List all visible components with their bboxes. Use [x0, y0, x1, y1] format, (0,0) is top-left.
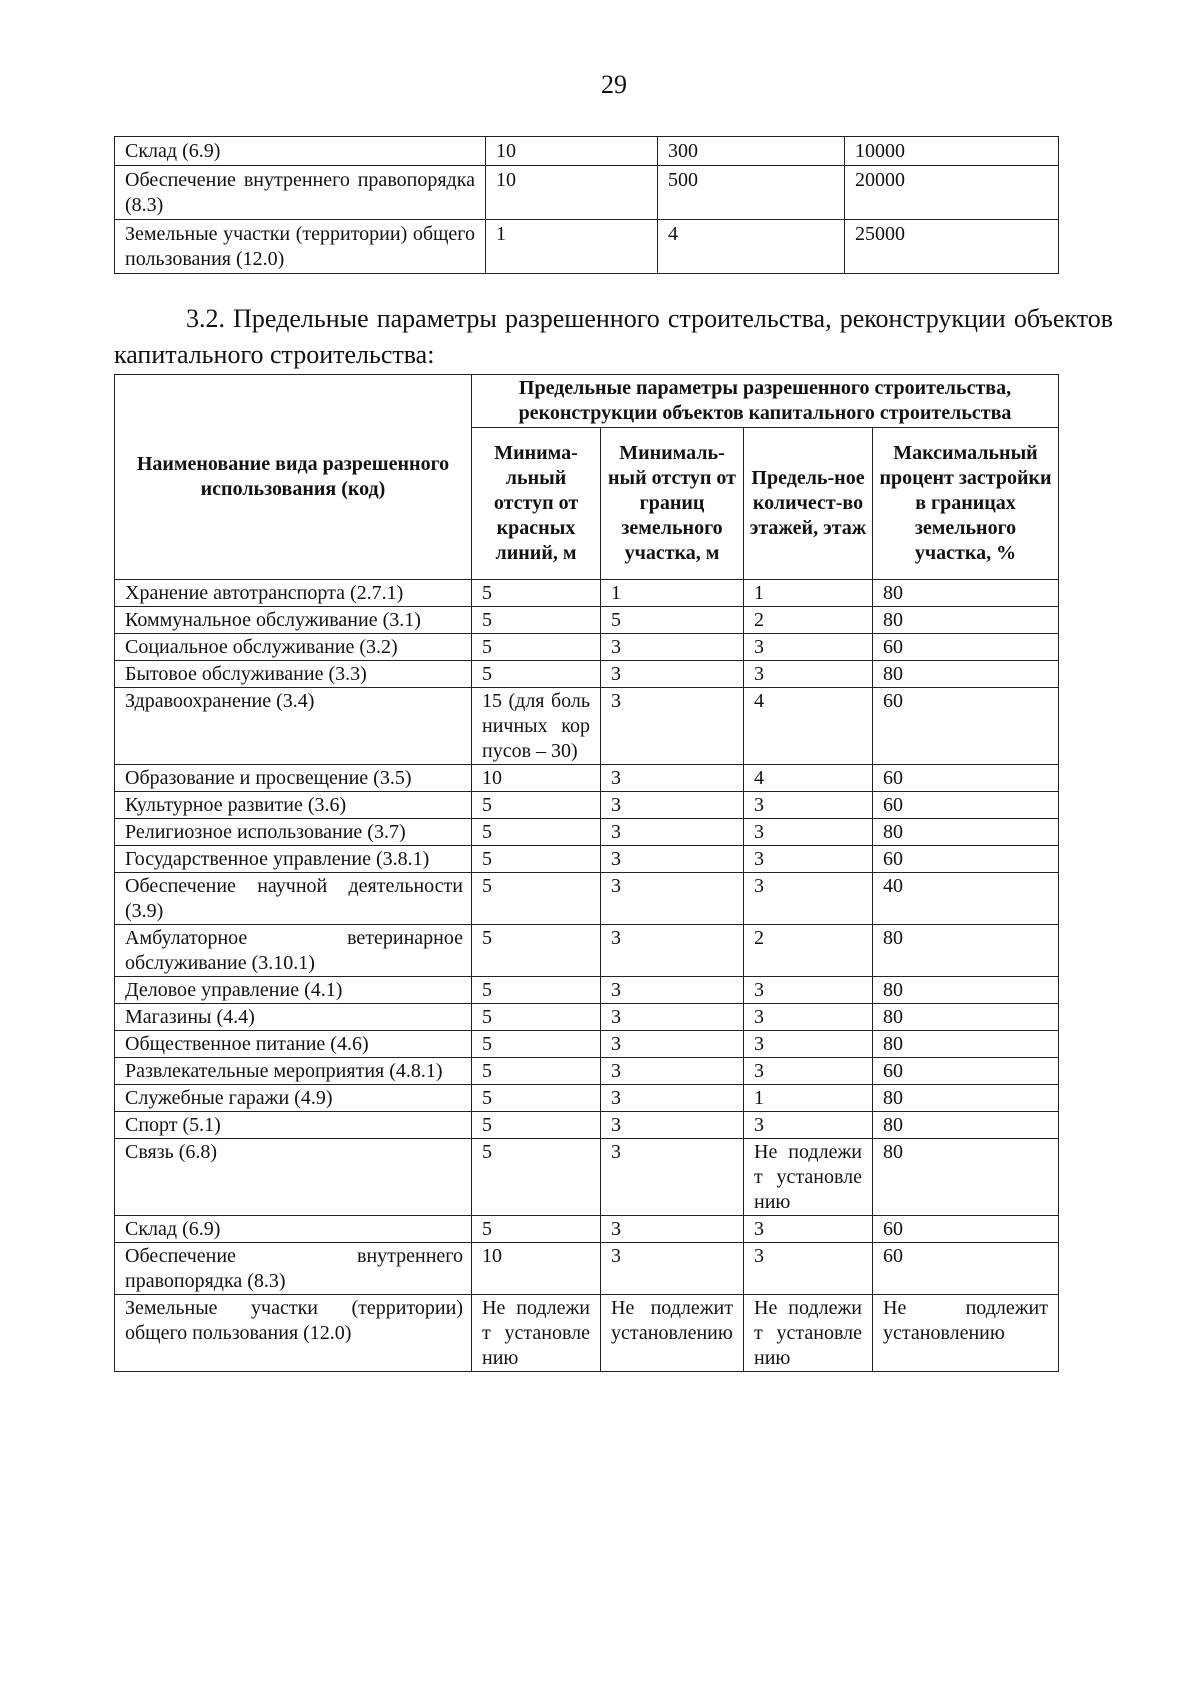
table-cell: 2	[744, 925, 873, 977]
table-cell: 60	[873, 765, 1059, 792]
table-row	[115, 792, 1059, 819]
table-cell: Деловое управление (4.1)	[115, 977, 472, 1004]
table-cell: 3	[601, 661, 744, 688]
table-cell: 60	[873, 1243, 1059, 1295]
table-cell: 60	[873, 1058, 1059, 1085]
table-cell: 500	[658, 166, 845, 220]
table-cell: Религиозное использование (3.7)	[115, 819, 472, 846]
table-cell: 80	[873, 1139, 1059, 1216]
table-row	[115, 1085, 1059, 1112]
table-row	[115, 580, 1059, 607]
table-cell: 3	[744, 873, 873, 925]
section-heading	[114, 301, 1113, 373]
table-cell: 5	[472, 792, 601, 819]
table-cell: 60	[873, 846, 1059, 873]
table-cell: Склад (6.9)	[115, 1216, 472, 1243]
table-cell: Обеспечение научной деятельности (3.9)	[115, 873, 472, 925]
table-cell: 4	[658, 220, 845, 274]
table-cell: Магазины (4.4)	[115, 1004, 472, 1031]
table-cell: 5	[472, 873, 601, 925]
table-cell: 5	[472, 607, 601, 634]
table-cell: 25000	[845, 220, 1059, 274]
table-cell: Обеспечение внутреннего правопорядка (8.3)	[115, 166, 486, 220]
table-cell: 3	[744, 1058, 873, 1085]
table-cell: 60	[873, 1216, 1059, 1243]
table-cell: Хранение автотранспорта (2.7.1)	[115, 580, 472, 607]
table-cell: Земельные участки (территории) общего пользования (12.0)	[115, 220, 486, 274]
header-col1: Минима-льный отступ от красных линий, м	[472, 428, 601, 580]
table-cell: 3	[601, 765, 744, 792]
table-row	[115, 1031, 1059, 1058]
header-col2: Минималь-ный отступ от границ земельного участка, м	[601, 428, 744, 580]
table-row	[115, 1058, 1059, 1085]
table-cell: 3	[744, 1243, 873, 1295]
table-cell: 5	[472, 925, 601, 977]
parameters-table	[114, 374, 1059, 1372]
table-cell: 60	[873, 634, 1059, 661]
table-cell: 3	[601, 1031, 744, 1058]
table-cell: 3	[744, 661, 873, 688]
table-cell: 40	[873, 873, 1059, 925]
table-row	[115, 1004, 1059, 1031]
table-cell: 5	[472, 1031, 601, 1058]
table-cell: 80	[873, 661, 1059, 688]
table-cell: 80	[873, 819, 1059, 846]
table-cell: Обеспечение внутреннего правопорядка (8.3)	[115, 1243, 472, 1295]
table-cell: 15 (для больничных корпусов – 30)	[472, 688, 601, 765]
table-cell: Культурное развитие (3.6)	[115, 792, 472, 819]
header-col4: Максимальный процент застройки в границах земельного участка, %	[873, 428, 1059, 580]
table-row	[115, 765, 1059, 792]
table-continuation	[114, 136, 1059, 274]
table-cell: 2	[744, 607, 873, 634]
table-row	[115, 1112, 1059, 1139]
table-cell: 300	[658, 137, 845, 166]
table-row	[115, 166, 1059, 220]
table-cell: 3	[601, 792, 744, 819]
table-cell: 80	[873, 1031, 1059, 1058]
table-cell: 10	[486, 166, 658, 220]
section-text: 3.2. Предельные параметры разрешенного строительства, реконструкции объектов капитального строительства:	[114, 304, 1113, 369]
table-cell: 3	[744, 1031, 873, 1058]
table-cell: 5	[472, 1085, 601, 1112]
table-cell: 3	[601, 846, 744, 873]
table-cell: 10000	[845, 137, 1059, 166]
table-cell: Коммунальное обслуживание (3.1)	[115, 607, 472, 634]
table-cell: 4	[744, 765, 873, 792]
table-cell: 1	[601, 580, 744, 607]
table-cell: 5	[472, 1004, 601, 1031]
table-cell: 3	[601, 1216, 744, 1243]
table-cell: 3	[601, 688, 744, 765]
table-cell: 3	[601, 634, 744, 661]
table-cell: 4	[744, 688, 873, 765]
table-cell: Связь (6.8)	[115, 1139, 472, 1216]
table-cell: 3	[744, 846, 873, 873]
table-cell: Не подлежит установлению	[472, 1295, 601, 1372]
table-row	[115, 819, 1059, 846]
header-name: Наименование вида разрешенного использования (код)	[115, 375, 472, 580]
table-cell: 3	[601, 1085, 744, 1112]
table-cell: 3	[601, 1139, 744, 1216]
table-cell: 20000	[845, 166, 1059, 220]
table-cell: 3	[601, 1112, 744, 1139]
table-row	[115, 634, 1059, 661]
table-row	[115, 1139, 1059, 1216]
table-cell: Общественное питание (4.6)	[115, 1031, 472, 1058]
table-cell: 10	[472, 765, 601, 792]
table-row	[115, 688, 1059, 765]
table-cell: 3	[601, 925, 744, 977]
table-cell: Спорт (5.1)	[115, 1112, 472, 1139]
table-cell: 3	[601, 1243, 744, 1295]
table-row	[115, 220, 1059, 274]
table-cell: 80	[873, 1112, 1059, 1139]
table-cell: Не подлежит установлению	[601, 1295, 744, 1372]
table-cell: Здравоохранение (3.4)	[115, 688, 472, 765]
table-cell: Социальное обслуживание (3.2)	[115, 634, 472, 661]
table-cell: Образование и просвещение (3.5)	[115, 765, 472, 792]
table-cell: 60	[873, 688, 1059, 765]
table-cell: 3	[744, 1004, 873, 1031]
table-row	[115, 925, 1059, 977]
table-cell: 1	[486, 220, 658, 274]
table-row	[115, 977, 1059, 1004]
table-row	[115, 1295, 1059, 1372]
table-cell: 5	[472, 819, 601, 846]
table-cell: 3	[744, 819, 873, 846]
table-row	[115, 846, 1059, 873]
table-cell: 5	[472, 1139, 601, 1216]
table-cell: 5	[472, 846, 601, 873]
header-group: Предельные параметры разрешенного строительства, реконструкции объектов капитального строительства	[472, 375, 1059, 428]
table-cell: 5	[601, 607, 744, 634]
table-cell: 80	[873, 1085, 1059, 1112]
table-cell: 5	[472, 634, 601, 661]
table-row	[115, 873, 1059, 925]
table-cell: Служебные гаражи (4.9)	[115, 1085, 472, 1112]
table-cell: 10	[472, 1243, 601, 1295]
table-cell: 5	[472, 661, 601, 688]
table-cell: 80	[873, 925, 1059, 977]
table-row	[115, 607, 1059, 634]
table-cell: 3	[601, 977, 744, 1004]
header-col3: Предель-ное количест-во этажей, этаж	[744, 428, 873, 580]
table-cell: 3	[744, 792, 873, 819]
table-cell: 3	[744, 1216, 873, 1243]
table-cell: 3	[601, 1058, 744, 1085]
table-cell: Амбулаторное ветеринарное обслуживание (3.10.1)	[115, 925, 472, 977]
table-cell: 5	[472, 580, 601, 607]
table-cell: Не подлежит установлению	[744, 1295, 873, 1372]
table-cell: Развлекательные мероприятия (4.8.1)	[115, 1058, 472, 1085]
table-cell: Земельные участки (территории) общего пользования (12.0)	[115, 1295, 472, 1372]
table-cell: Не подлежит установлению	[744, 1139, 873, 1216]
table-cell: 60	[873, 792, 1059, 819]
table-cell: 1	[744, 1085, 873, 1112]
table-cell: 3	[601, 873, 744, 925]
table-cell: 3	[601, 819, 744, 846]
table-row	[115, 661, 1059, 688]
table-cell: Не подлежит установлению	[873, 1295, 1059, 1372]
table-cell: Бытовое обслуживание (3.3)	[115, 661, 472, 688]
table-row	[115, 1243, 1059, 1295]
table-cell: 80	[873, 1004, 1059, 1031]
table-cell: 3	[744, 634, 873, 661]
table-cell: Государственное управление (3.8.1)	[115, 846, 472, 873]
table-cell: 1	[744, 580, 873, 607]
table-cell: 80	[873, 977, 1059, 1004]
table-cell: 3	[744, 977, 873, 1004]
table-cell: 80	[873, 607, 1059, 634]
table-cell: 5	[472, 1058, 601, 1085]
table-row	[115, 137, 1059, 166]
table-cell: 5	[472, 1216, 601, 1243]
table-cell: 3	[601, 1004, 744, 1031]
table-cell: 5	[472, 977, 601, 1004]
table-cell: 5	[472, 1112, 601, 1139]
table-cell: Склад (6.9)	[115, 137, 486, 166]
table-cell: 3	[744, 1112, 873, 1139]
table-row	[115, 1216, 1059, 1243]
table-cell: 10	[486, 137, 658, 166]
table-cell: 80	[873, 580, 1059, 607]
page-number: 29	[601, 70, 627, 99]
